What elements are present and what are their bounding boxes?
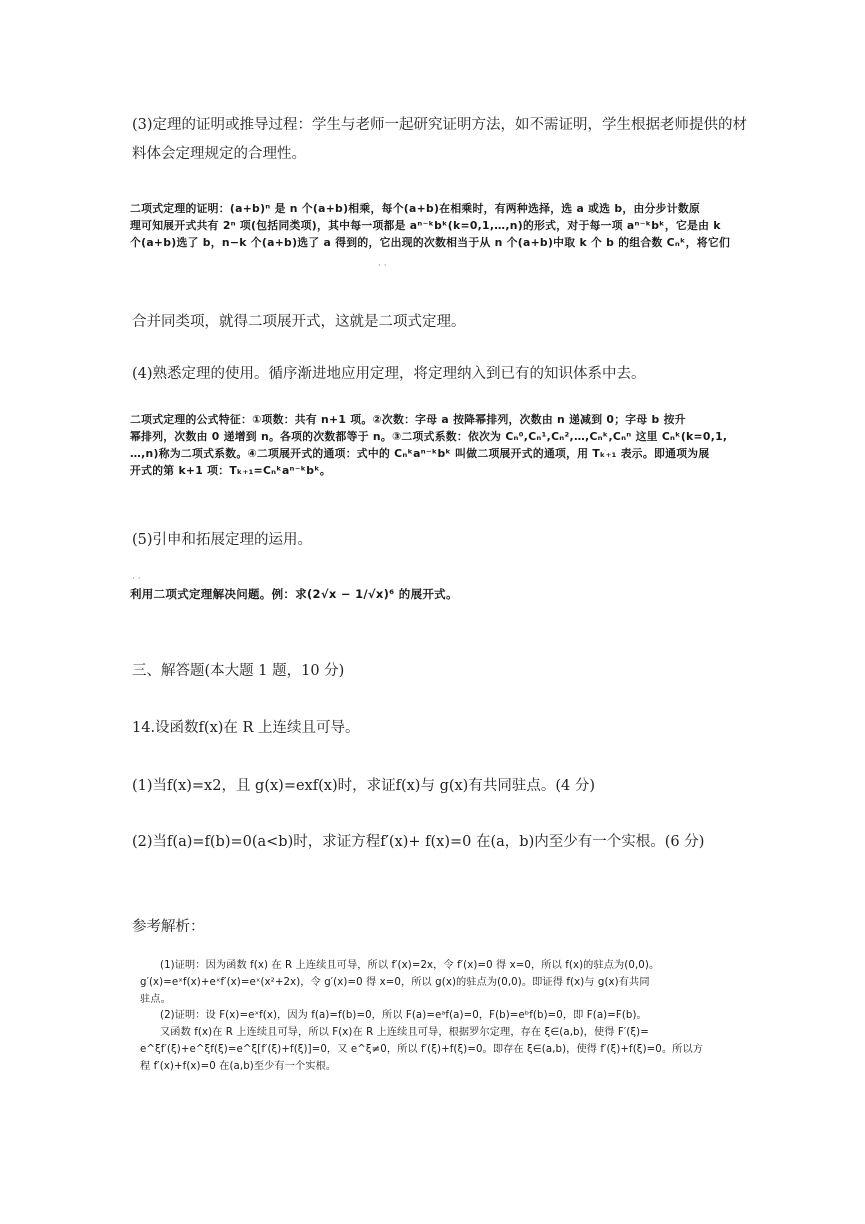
section-3-text: (3)定理的证明或推导过程：学生与老师一起研究证明方法，如不需证明，学生根据老师提供的材料体会定理规定的合理性。: [132, 117, 748, 162]
answer-line: e^ξf′(ξ)+e^ξf(ξ)=e^ξ[f′(ξ)+f(ξ)]=0，又 e^ξ≠0，所以 f′(ξ)+f(ξ)=0。即存在 ξ∈(a,b)，使得 f′(ξ)+f(ξ)=0。所以方: [140, 1043, 704, 1055]
image-line: 二项式定理的公式特征：①项数：共有 n+1 项。②次数：字母 a 按降幂排列，次数由 n 递减到 0；字母 b 按升: [130, 413, 686, 426]
answer-line: 程 f′(x)+f(x)=0 在(a,b)至少有一个实根。: [140, 1060, 337, 1072]
scan-artifact: · ·: [378, 261, 387, 271]
image-line: 二项式定理的证明：(a+b)ⁿ 是 n 个(a+b)相乘，每个(a+b)在相乘时，有两种选择，选 a 或选 b，由分步计数原: [130, 202, 701, 215]
example-image: [130, 586, 730, 603]
question-14-part-2: (2)当f(a)=f(b)=0(a<b)时，求证方程f′(x)+ f(x)=0 在(a，b)内至少有一个实根。(6 分): [132, 834, 705, 850]
answer-solution-image: [140, 958, 740, 1076]
image-line: 理可知展开式共有 2ⁿ 项(包括同类项)，其中每一项都是 aⁿ⁻ᵏbᵏ(k=0,1,…,n)的形式，对于每一项 aⁿ⁻ᵏbᵏ，它是由 k: [130, 219, 721, 232]
part-3-heading: 三、解答题(本大题 1 题，10 分): [132, 663, 345, 679]
answer-line: 驻点。: [140, 993, 171, 1005]
after-image-text: 合并同类项，就得二项展开式，这就是二项式定理。: [132, 314, 466, 330]
answer-heading: 参考解析：: [132, 919, 205, 935]
binomial-features-image: [130, 411, 730, 479]
image-line: 个(a+b)选了 b，n−k 个(a+b)选了 a 得到的，它出现的次数相当于从 n 个(a+b)中取 k 个 b 的组合数 Cₙᵏ，将它们: [130, 236, 731, 249]
binomial-proof-image: [130, 200, 730, 251]
image-line: 利用二项式定理解决问题。例：求(2√x − 1/√x)⁶ 的展开式。: [130, 587, 458, 601]
answer-line: g′(x)=eˣf(x)+eˣf′(x)=eˣ(x²+2x)，令 g′(x)=0 得 x=0，所以 g(x)的驻点为(0,0)。即证得 f(x)与 g(x)有共同: [140, 976, 650, 988]
scan-artifact: · ·: [132, 574, 141, 584]
section-5-text: (5)引申和拓展定理的运用。: [132, 532, 313, 548]
section-4-text: (4)熟悉定理的使用。循序渐进地应用定理，将定理纳入到已有的知识体系中去。: [132, 366, 646, 382]
answer-line: (2)证明：设 F(x)=eˣf(x)，因为 f(a)=f(b)=0，所以 F(a)=eᵃf(a)=0，F(b)=eᵇf(b)=0，即 F(a)=F(b)。: [160, 1010, 647, 1022]
answer-line: 又函数 f(x)在 R 上连续且可导，所以 F(x)在 R 上连续且可导，根据罗尔定理，存在 ξ∈(a,b)，使得 F′(ξ)=: [160, 1027, 649, 1039]
question-14-stem: 14.设函数f(x)在 R 上连续且可导。: [132, 720, 360, 736]
image-line: …,n)称为二项式系数。④二项展开式的通项：式中的 Cₙᵏaⁿ⁻ᵏbᵏ 叫做二项展开式的通项，用 Tₖ₊₁ 表示。即通项为展: [130, 447, 710, 460]
image-line: 幂排列，次数由 0 递增到 n。各项的次数都等于 n。③二项式系数：依次为 Cₙ⁰,Cₙ¹,Cₙ²,…,Cₙᵏ,Cₙⁿ 这里 Cₙᵏ(k=0,1,: [130, 430, 728, 443]
question-14-part-1: (1)当f(x)=x2，且 g(x)=exf(x)时，求证f(x)与 g(x)有共同驻点。(4 分): [132, 778, 595, 794]
answer-line: (1)证明：因为函数 f(x) 在 R 上连续且可导，所以 f′(x)=2x，令 f′(x)=0 得 x=0，所以 f(x)的驻点为(0,0)。: [160, 960, 660, 971]
image-line: 开式的第 k+1 项：Tₖ₊₁=Cₙᵏaⁿ⁻ᵏbᵏ。: [130, 464, 331, 477]
